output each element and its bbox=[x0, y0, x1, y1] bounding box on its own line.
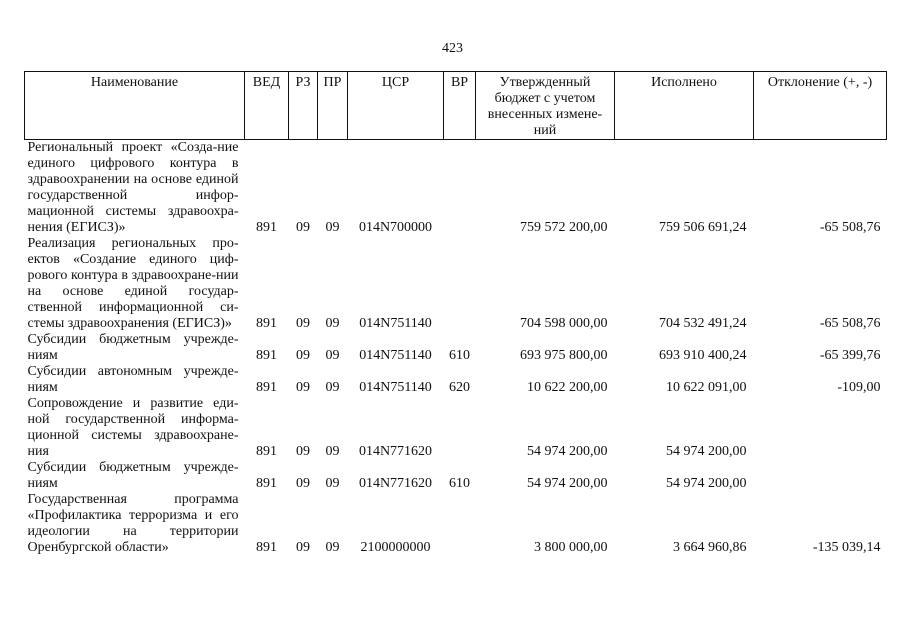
row-pr: 09 bbox=[325, 348, 340, 363]
row-csr: 014N771620 bbox=[358, 476, 433, 491]
row-rz: 09 bbox=[296, 540, 310, 555]
table-row bbox=[25, 460, 887, 492]
row-executed: 759 506 691,24 bbox=[659, 220, 747, 235]
header-ved: ВЕД bbox=[245, 72, 289, 140]
table-row bbox=[25, 332, 887, 364]
row-executed: 704 532 491,24 bbox=[659, 316, 747, 331]
header-rz: РЗ bbox=[289, 72, 318, 140]
row-rz: 09 bbox=[296, 316, 310, 331]
row-vr bbox=[444, 236, 476, 332]
row-csr: 014N751140 bbox=[359, 316, 432, 331]
table-row bbox=[25, 236, 887, 332]
row-vr bbox=[444, 492, 476, 556]
header-csr: ЦСР bbox=[348, 72, 444, 140]
row-csr: 014N751140 bbox=[359, 380, 432, 395]
row-deviation: -65 399,76 bbox=[819, 348, 881, 363]
row-pr: 09 bbox=[325, 220, 340, 235]
row-name: Субсидии бюджетным учрежде-ниям bbox=[27, 332, 239, 363]
row-ved: 891 bbox=[256, 380, 277, 395]
row-deviation: -135 039,14 bbox=[812, 540, 881, 555]
page-number: 423 bbox=[442, 41, 463, 56]
header-name: Наименование bbox=[25, 72, 245, 140]
row-ved: 891 bbox=[256, 540, 277, 555]
row-deviation bbox=[754, 460, 887, 492]
row-deviation: -109,00 bbox=[837, 380, 881, 395]
row-executed: 10 622 091,00 bbox=[666, 380, 747, 395]
header-pr: ПР bbox=[318, 72, 348, 140]
row-ved: 891 bbox=[256, 444, 277, 459]
row-vr: 610 bbox=[449, 476, 470, 491]
table-row bbox=[25, 364, 887, 396]
row-vr: 620 bbox=[449, 380, 470, 395]
row-pr: 09 bbox=[325, 316, 340, 331]
row-rz: 09 bbox=[296, 348, 310, 363]
row-vr bbox=[444, 140, 476, 237]
row-ved: 891 bbox=[256, 476, 277, 491]
row-csr: 014N751140 bbox=[359, 348, 432, 363]
table-row bbox=[25, 396, 887, 460]
header-deviation: Отклонение (+, -) bbox=[754, 72, 887, 140]
table-row bbox=[25, 140, 887, 237]
row-ved: 891 bbox=[256, 348, 277, 363]
budget-execution-table bbox=[24, 71, 887, 556]
table-header-row bbox=[25, 72, 887, 140]
row-deviation bbox=[754, 396, 887, 460]
row-rz: 09 bbox=[296, 380, 310, 395]
header-executed: Исполнено bbox=[615, 72, 754, 140]
row-name: Государственная программа «Профилактика терроризма и его идеологии на территории Оренбургской области» bbox=[27, 492, 239, 555]
row-csr: 014N771620 bbox=[358, 444, 433, 459]
row-rz: 09 bbox=[296, 220, 310, 235]
row-name: Сопровождение и развитие еди-ной государственной информа-ционной системы здравоохране-ния bbox=[27, 396, 239, 459]
row-csr: 2100000000 bbox=[360, 540, 431, 555]
row-name: Региональный проект «Созда-ние единого цифрового контура в здравоохранении на основе единой государственной инфор-мационной системы здравоохра-нения (ЕГИСЗ)» bbox=[27, 140, 239, 235]
header-budget: Утвержденный бюджет с учетом внесенных измене-ний bbox=[476, 72, 615, 140]
row-name: Реализация региональных про-ектов «Создание единого циф-рового контура в здравоохране-нии на основе единой государ-ственной информационной си-стемы здравоохранения (ЕГИСЗ)» bbox=[27, 236, 239, 331]
row-vr bbox=[444, 396, 476, 460]
row-executed: 3 664 960,86 bbox=[673, 540, 747, 555]
row-name: Субсидии бюджетным учрежде-ниям bbox=[27, 460, 239, 491]
row-pr: 09 bbox=[325, 444, 340, 459]
row-budget: 10 622 200,00 bbox=[527, 380, 608, 395]
row-ved: 891 bbox=[256, 220, 277, 235]
row-budget: 3 800 000,00 bbox=[534, 540, 608, 555]
row-executed: 54 974 200,00 bbox=[666, 476, 747, 491]
header-vr: ВР bbox=[444, 72, 476, 140]
row-deviation: -65 508,76 bbox=[819, 220, 881, 235]
row-deviation: -65 508,76 bbox=[819, 316, 881, 331]
row-ved: 891 bbox=[256, 316, 277, 331]
row-rz: 09 bbox=[296, 444, 310, 459]
row-budget: 704 598 000,00 bbox=[520, 316, 608, 331]
row-pr: 09 bbox=[325, 540, 340, 555]
row-budget: 54 974 200,00 bbox=[527, 476, 608, 491]
row-budget: 759 572 200,00 bbox=[520, 220, 608, 235]
row-name: Субсидии автономным учрежде-ниям bbox=[27, 364, 239, 395]
row-vr: 610 bbox=[449, 348, 470, 363]
row-executed: 693 910 400,24 bbox=[659, 348, 747, 363]
row-pr: 09 bbox=[325, 476, 340, 491]
row-pr: 09 bbox=[325, 380, 340, 395]
row-budget: 693 975 800,00 bbox=[520, 348, 608, 363]
table-row bbox=[25, 492, 887, 556]
row-rz: 09 bbox=[296, 476, 310, 491]
row-budget: 54 974 200,00 bbox=[527, 444, 608, 459]
row-csr: 014N700000 bbox=[358, 220, 433, 235]
row-executed: 54 974 200,00 bbox=[666, 444, 747, 459]
